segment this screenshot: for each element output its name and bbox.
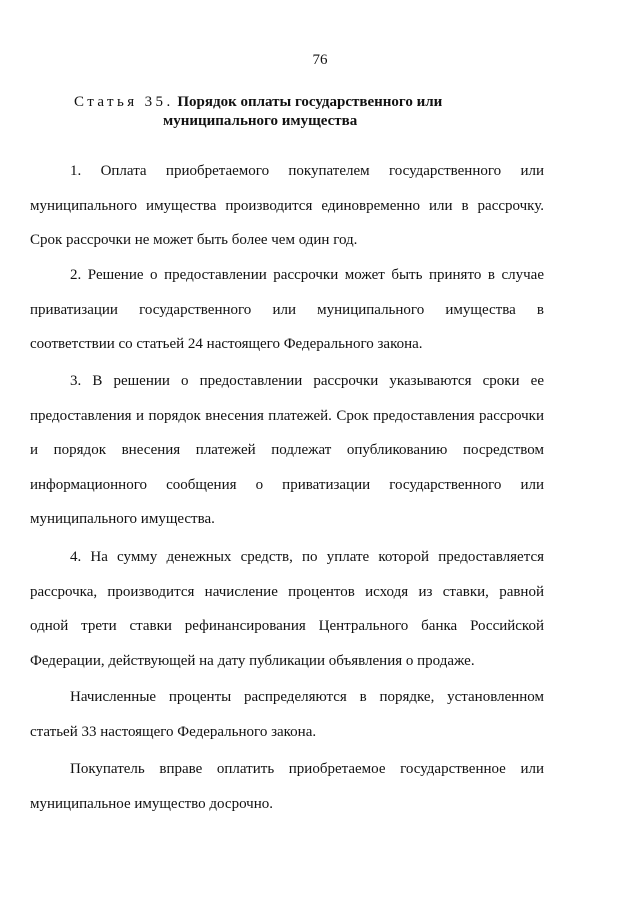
paragraph-line: 3. В решении о предоставлении рассрочки указываются сроки ее — [70, 373, 544, 389]
paragraph-line: муниципального имущества. — [30, 511, 215, 527]
paragraph-line: информационного сообщения о приватизации государственного или — [30, 476, 544, 493]
paragraph-3 — [30, 364, 544, 537]
paragraph-2 — [30, 258, 544, 362]
paragraph-line: 1. Оплата приобретаемого покупателем государственного или — [70, 163, 544, 179]
paragraph-1 — [30, 154, 544, 258]
paragraph-5 — [30, 680, 544, 749]
paragraph-line: одной трети ставки рефинансирования Центрального банка Российской — [30, 618, 544, 634]
paragraph-line: муниципальное имущество досрочно. — [30, 795, 274, 812]
paragraph-line: 4. На сумму денежных средств, по уплате которой предоставляется — [70, 549, 544, 565]
paragraph-line: Начисленные проценты распределяются в порядке, установленном — [70, 689, 544, 705]
paragraph-line: 2. Решение о предоставлении рассрочки может быть принято в случае — [70, 267, 544, 283]
article-title-line-1: Порядок оплаты государственного или — [177, 94, 443, 110]
paragraph-6 — [30, 752, 544, 821]
paragraph-4 — [30, 540, 544, 678]
article-title-line-2: муниципального имущества — [163, 113, 358, 129]
paragraph-line: и порядок внесения платежей подлежат опубликованию посредством — [30, 442, 544, 458]
paragraph-line: Срок рассрочки не может быть более чем один год. — [30, 232, 358, 248]
paragraph-line: Федерации, действующей на дату публикации объявления о продаже. — [30, 652, 475, 669]
paragraph-line: приватизации государственного или муниципального имущества в — [30, 301, 544, 318]
article-heading — [74, 93, 594, 131]
page-number: 76 — [312, 52, 328, 68]
paragraph-line: предоставления и порядок внесения платежей. Срок предоставления рассрочки — [30, 407, 544, 424]
paragraph-line: муниципального имущества производится единовременно или в рассрочку. — [30, 197, 544, 214]
paragraph-line: соответствии со статьей 24 настоящего Федерального закона. — [30, 336, 423, 352]
paragraph-line: рассрочка, производится начисление процентов исходя из ставки, равной — [30, 583, 544, 600]
article-label: Статья 35. — [74, 94, 174, 110]
paragraph-line: статьей 33 настоящего Федерального закона. — [30, 723, 317, 740]
paragraph-line: Покупатель вправе оплатить приобретаемое государственное или — [70, 761, 544, 777]
